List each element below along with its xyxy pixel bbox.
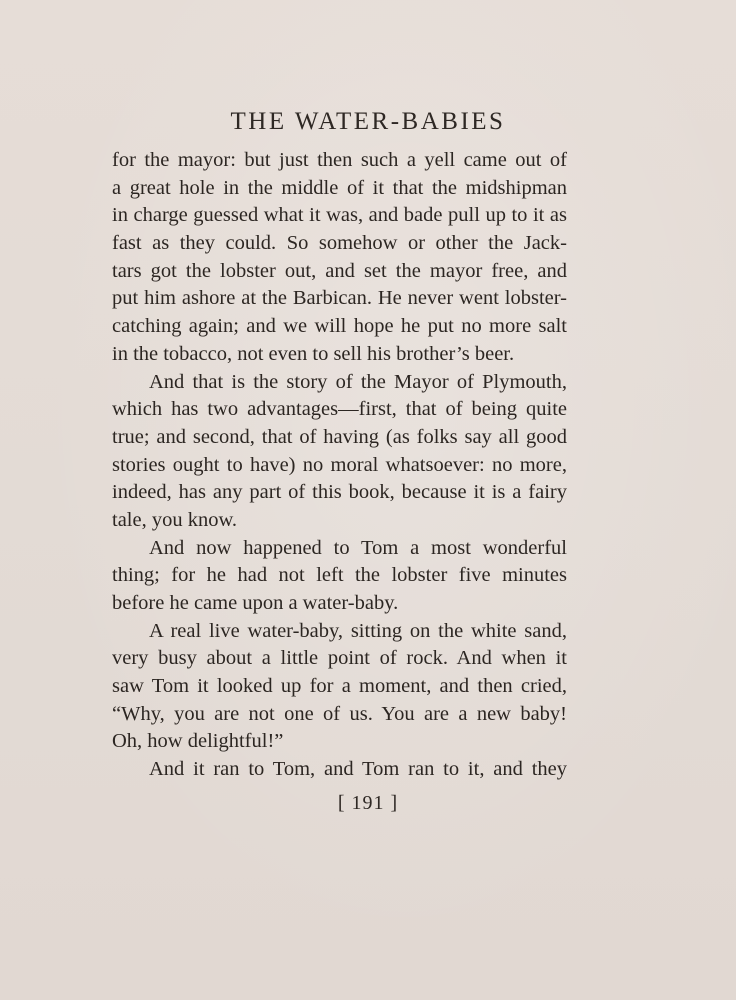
paragraph-start-line: And now happened to Tom a most wonderful <box>149 536 567 559</box>
text-line: true; and second, that of having (as folks say all good <box>112 425 567 448</box>
paragraph-start-line: A real live water-baby, sitting on the white sand, <box>149 619 567 642</box>
running-head: THE WATER-BABIES <box>230 108 506 135</box>
text-line: “Why, you are not one of us. You are a new baby! <box>112 702 567 725</box>
text-line: put him ashore at the Barbican. He never went lobster- <box>112 287 567 310</box>
text-line: stories ought to have) no moral whatsoever: no more, <box>112 453 567 476</box>
body-text <box>112 147 567 784</box>
text-line: Oh, how delightful!” <box>112 730 284 753</box>
text-line: in the tobacco, not even to sell his brother’s beer. <box>112 342 515 365</box>
text-line: before he came upon a water-baby. <box>112 592 399 614</box>
text-line: which has two advantages—first, that of being quite <box>112 398 567 421</box>
text-line: tars got the lobster out, and set the mayor free, and <box>112 259 567 282</box>
text-line: very busy about a little point of rock. And when it <box>112 647 567 670</box>
paragraph-start-line: And that is the story of the Mayor of Plymouth, <box>149 370 567 393</box>
text-line: indeed, has any part of this book, because it is a fairy <box>112 481 567 504</box>
text-line: in charge guessed what it was, and bade pull up to it as <box>112 204 567 227</box>
text-line: saw Tom it looked up for a moment, and then cried, <box>112 675 567 698</box>
text-line: fast as they could. So somehow or other the Jack- <box>112 232 567 255</box>
text-line: tale, you know. <box>112 508 238 531</box>
text-line: catching again; and we will hope he put no more salt <box>112 315 567 338</box>
text-line: a great hole in the middle of it that the midshipman <box>112 176 567 199</box>
paragraph-start-line: And it ran to Tom, and Tom ran to it, and they <box>149 758 567 781</box>
text-line: thing; for he had not left the lobster five minutes <box>112 564 567 587</box>
text-line: for the mayor: but just then such a yell came out of <box>112 149 567 171</box>
page-number: [ 191 ] <box>337 792 399 814</box>
